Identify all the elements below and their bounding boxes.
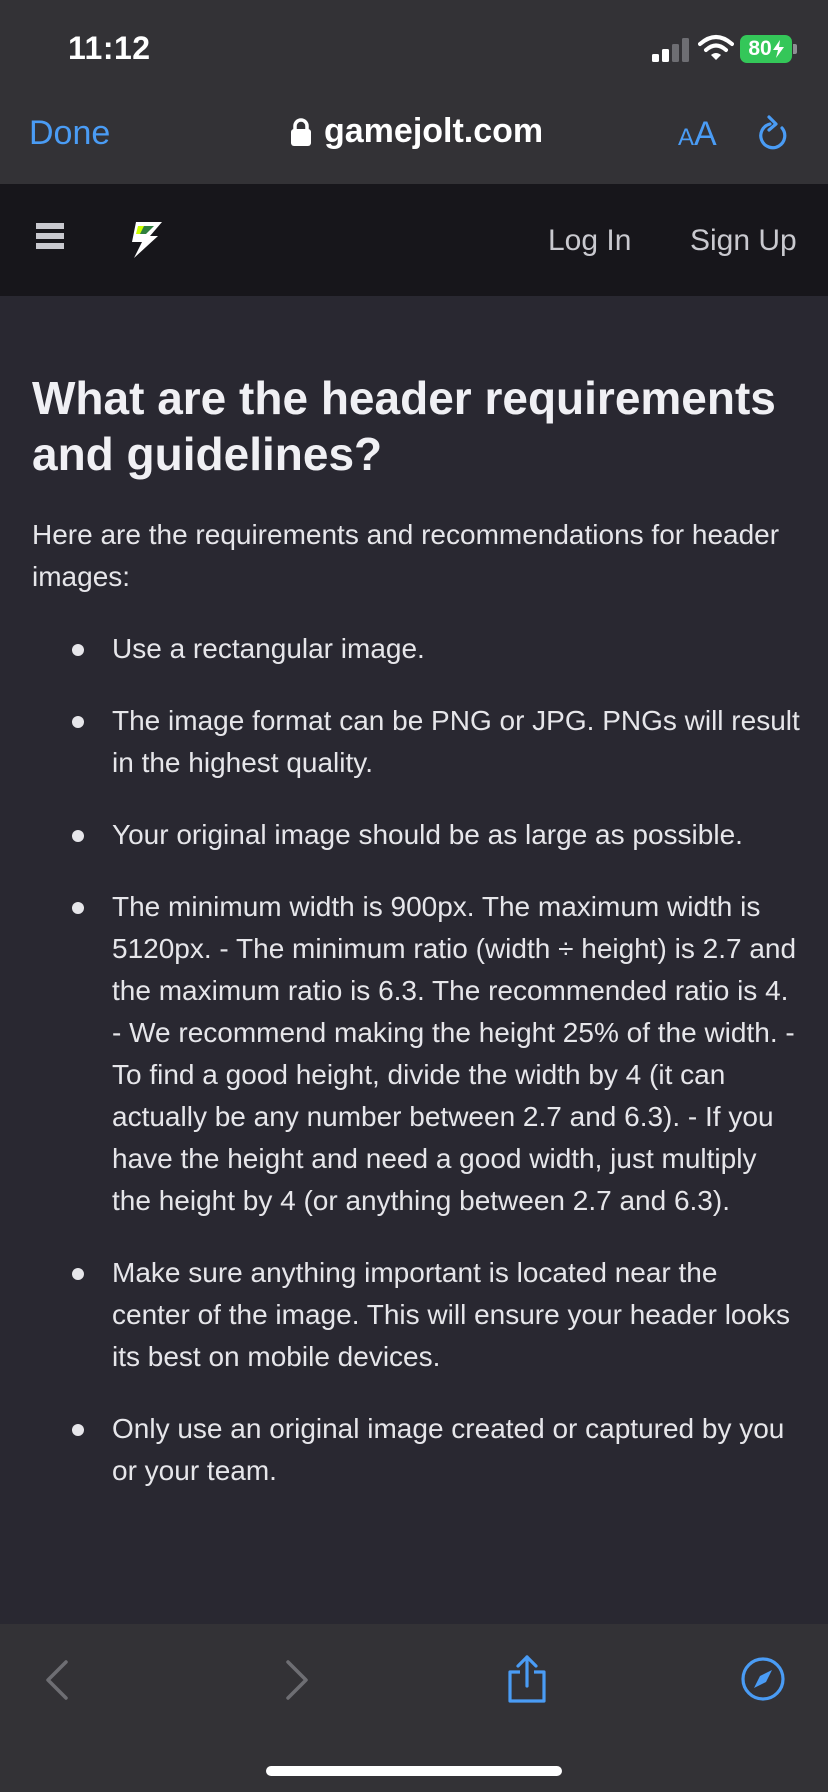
hamburger-icon[interactable] (36, 223, 64, 253)
url-text: gamejolt.com (324, 112, 544, 150)
list-item-text: The image format can be PNG or JPG. PNGs will result in the highest quality. (112, 705, 800, 778)
forward-icon[interactable] (284, 1658, 310, 1702)
list-item (112, 886, 802, 1222)
gamejolt-logo-icon[interactable] (128, 220, 164, 260)
signup-link[interactable]: Sign Up (690, 224, 797, 257)
signal-icon (652, 38, 692, 62)
list-item (112, 700, 802, 784)
article (32, 370, 802, 1522)
battery-level: 80 (748, 37, 772, 60)
charging-bolt-icon (773, 40, 784, 58)
reload-icon[interactable] (756, 114, 792, 154)
bullet-icon (72, 902, 84, 914)
wifi-icon (698, 34, 734, 62)
battery-tip (793, 44, 797, 54)
list-item (112, 628, 802, 670)
text-size-large-a: A (694, 115, 717, 153)
bullet-icon (72, 644, 84, 656)
list-item-text: Make sure anything important is located near the center of the image. This will ensure your header looks its best on mobile devices. (112, 1257, 791, 1372)
compass-icon[interactable] (740, 1656, 786, 1702)
login-link[interactable]: Log In (548, 224, 632, 257)
bullet-icon (72, 830, 84, 842)
list-item (112, 1252, 802, 1378)
list-item-text: Only use an original image created or captured by you or your team. (112, 1413, 785, 1486)
share-icon[interactable] (506, 1654, 548, 1704)
back-icon[interactable] (44, 1658, 70, 1702)
text-size-button[interactable] (678, 117, 717, 151)
safari-top-bar (0, 0, 828, 184)
article-intro: Here are the requirements and recommendations for header images: (32, 519, 780, 592)
requirements-list (32, 628, 802, 1492)
list-item-text: The minimum width is 900px. The maximum width is 5120px. - The minimum ratio (width ÷ height) is 2.7 and the maximum ratio is 6.3. The recommended ratio is 4. - We recommend making the height 25% of the width. - To find a good height, divide the width by 4 (it can actually be any number between 2.7 and 6.3). - If you have the height and need a good width, just multiply the height by 4 (or anything between 2.7 and 6.3). (112, 891, 797, 1216)
list-item-text: Use a rectangular image. (112, 633, 425, 664)
home-indicator (266, 1766, 562, 1776)
bullet-icon (72, 1268, 84, 1280)
list-item (112, 1408, 802, 1492)
status-time: 11:12 (68, 30, 151, 66)
address-bar[interactable] (290, 112, 543, 151)
done-button[interactable]: Done (29, 114, 111, 152)
bullet-icon (72, 1424, 84, 1436)
list-item-text: Your original image should be as large as possible. (112, 819, 743, 850)
text-size-small-a: A (678, 124, 695, 151)
battery-indicator (740, 35, 792, 63)
lock-icon (290, 117, 312, 147)
article-title: What are the header requirements and guidelines? (32, 372, 776, 480)
bullet-icon (72, 716, 84, 728)
list-item (112, 814, 802, 856)
